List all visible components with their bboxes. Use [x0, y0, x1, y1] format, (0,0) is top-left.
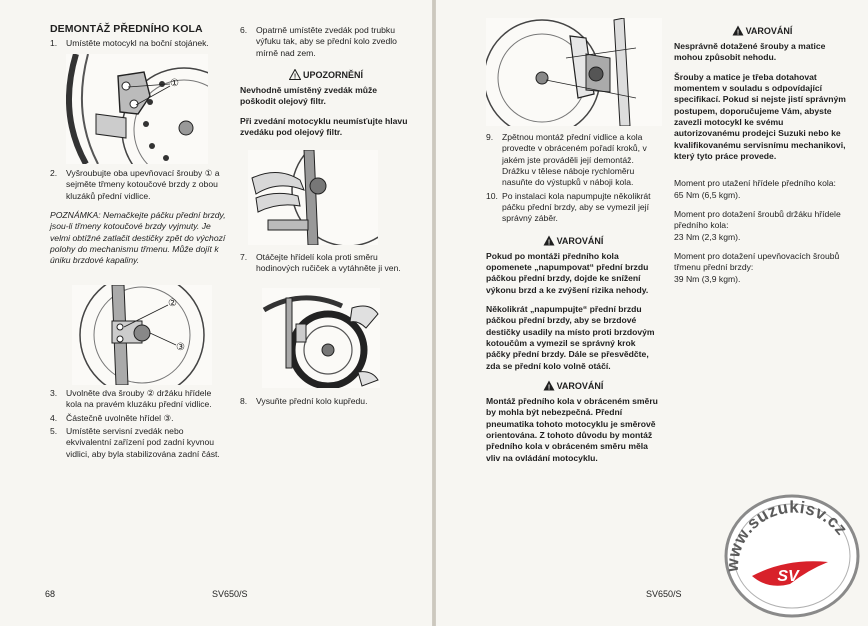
- svg-text:!: !: [293, 73, 297, 81]
- left-column-1-c: [50, 388, 228, 462]
- suzukisv-stamp-logo: [716, 480, 864, 620]
- steps-group-right: [486, 132, 660, 225]
- left-column-2-c: [240, 396, 412, 409]
- left-column-2-b: [240, 252, 412, 277]
- stamp-logo-text: SV: [777, 568, 799, 585]
- steps-group-a: [50, 38, 230, 49]
- callout-2: ②: [168, 298, 177, 309]
- step-8: 8. Vysuňte přední kolo kupředu.: [240, 396, 368, 406]
- right-page-model: SV650/S: [646, 589, 682, 599]
- website-stamp: [716, 480, 864, 620]
- note-paragraph: POZNÁMKA: Nemačkejte páčku přední brzdy, jsou-li třmeny kotoučové brzdy vyjmuty. Je velmi obtížné zatlačit destičky zpět do výchozí polohy do mechanismu třmenu. Může dojít k úniku brzdové kapaliny.: [50, 210, 226, 266]
- stamp-text: www.suzukisv.cz: [722, 497, 852, 573]
- warning-3a-text: Nesprávně dotažené šrouby a matice mohou způsobit nehodu.: [674, 40, 826, 63]
- step-6: 6. Opatrně umístěte zvedák pod trubku výfuku tak, aby se přední kolo zvedlo mírně nad zem.: [240, 25, 397, 58]
- left-page-model: SV650/S: [212, 589, 248, 599]
- step-5: 5. Umístěte servisní zvedák nebo ekvivalentní zařízení pod zadní kyvnou vidlici, aby byla stabilizována zadní část.: [50, 426, 220, 459]
- warning-triangle-icon: [289, 69, 301, 80]
- figure-reassembly: [486, 18, 662, 126]
- right-column-2: [674, 25, 850, 293]
- svg-text:!: !: [736, 29, 739, 36]
- step-2: 2. Vyšroubujte oba upevňovací šrouby ① a sejměte třmeny kotoučové brzdy z obou kluzáků přední vidlice.: [50, 168, 220, 201]
- warning-heading-1: ! VAROVÁNÍ: [486, 235, 660, 248]
- left-column-1: [50, 23, 230, 51]
- torque-axle-clamp: Moment pro dotažení šroubů držáku hřídele předního kola: 23 Nm (2,3 kgm).: [674, 209, 841, 242]
- figure-jack-placement: [248, 150, 378, 245]
- callout-3: ③: [176, 342, 185, 353]
- warning-2-text: Montáž předního kola v obráceném směru by mohla být nebezpečná. Přední pneumatika tohoto motocyklu je směrově orientována. Z tohoto důvodu by montáž předního kola v obráceném směru měla vliv na ovládání motocyklu.: [486, 395, 658, 463]
- warning-heading-2: ! VAROVÁNÍ: [486, 380, 660, 393]
- caution-text-1: Nevhodně umístěný zvedák může poškodit olejový filtr.: [240, 84, 378, 107]
- warning-3b-text: Šrouby a matice je třeba dotahovat momentem v souladu s odpovídající specifikací. Pokud si nejste jistí správným postupem, doporučujeme Vám, abyste zavezli motocykl ke svému autorizovanému prodejci Suzuki nebo ke kvalifikovanému servisnímu mechanikovi, který tyto práce provede.: [674, 71, 846, 161]
- svg-text:!: !: [547, 384, 550, 392]
- step-7: 7. Otáčejte hřídelí kola proti směru hodinových ručiček a vytáhněte ji ven.: [240, 252, 401, 274]
- torque-axle: Moment pro utažení hřídele předního kola: 65 Nm (6,5 kgm).: [674, 178, 836, 200]
- svg-text:!: !: [547, 239, 550, 246]
- step-3: 3. Uvolněte dva šrouby ② držáku hřídele kola na pravém kluzáku přední vidlice.: [50, 388, 212, 410]
- left-column-1-b: [50, 168, 230, 267]
- step-1: 1. Umístěte motocykl na boční stojánek.: [50, 37, 209, 48]
- warning-1b-text: Několikrát „napumpujte“ přední brzdu páčkou přední brzdy, aby se brzdové destičky usadily na místo proti brzdovým kotoučům a vymezil se správný krok páčky přední brzdy. Dále se přesvědčte, zda se přední kolo volně otáčí.: [486, 304, 655, 371]
- figure-caliper-removal: [66, 54, 208, 164]
- figure-wheel-removal: [262, 288, 380, 388]
- axle-clamp-illustration: [72, 285, 212, 385]
- jack-illustration: [248, 150, 378, 245]
- step-4: 4. Částečně uvolněte hřídel ③.: [50, 412, 174, 423]
- warning-1-text: Pokud po montáži předního kola opomenete „napumpovat“ přední brzdu páčkou přední brzdy, dojde ke snížení výkonu brzd a ke zvýšení rizika nehody.: [486, 250, 649, 295]
- caution-heading: ! UPOZORNĚNÍ: [240, 69, 412, 82]
- reassembly-illustration: [486, 18, 662, 126]
- steps-group-b: [50, 388, 228, 460]
- torque-caliper: Moment pro dotažení upevňovacích šroubů třmenu přední brzdy: 39 Nm (3,9 kgm).: [674, 251, 840, 284]
- step-9: 9. Zpětnou montáž přední vidlice a kola provedte v obráceném pořadí kroků, v jakém jste prováděli její demontáž. Drážku v tělese náboje rychloměru nasuňte do výstupků v náboji kola.: [486, 132, 647, 188]
- callout-1: ①: [170, 78, 179, 89]
- figure-axle-clamp: [72, 285, 212, 385]
- left-column-2: [240, 25, 412, 146]
- warning-triangle-icon: [543, 380, 555, 391]
- right-column-1: [486, 132, 660, 472]
- warning-heading-3: ! VAROVÁNÍ: [674, 25, 850, 38]
- caution-text-2: Při zvedání motocyklu neumísťujte hlavu zvedáku pod olejový filtr.: [240, 115, 408, 137]
- steps-group-a-2: [50, 168, 230, 202]
- warning-triangle-icon: [543, 235, 555, 246]
- wheel-illustration: [262, 288, 380, 388]
- left-page-number: 68: [45, 589, 56, 599]
- section-title: DEMONTÁŽ PŘEDNÍHO KOLA: [50, 23, 203, 35]
- step-10: 10. Po instalaci kola napumpujte několikrát páčku přední brzdy, aby se vymezil její správný záběr.: [486, 190, 651, 224]
- left-page: [0, 0, 432, 626]
- warning-triangle-icon: [732, 25, 744, 36]
- caliper-illustration: [66, 54, 208, 164]
